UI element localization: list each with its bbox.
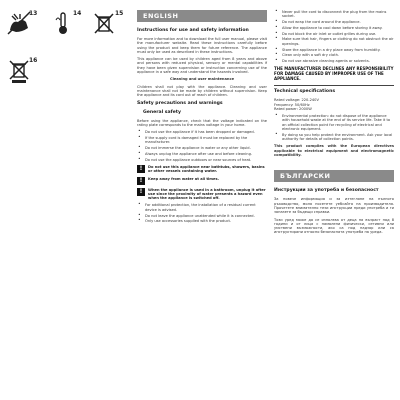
list-item: • Environmental protection: do not dispose of the appliance with household waste at the end of its service life. Take it to an official collection point for recycling of electrical and electronic equipment. (274, 114, 394, 131)
icon-number: 14 (73, 10, 82, 17)
list-item: • Do not use the appliance if it has been dropped or damaged. (137, 130, 267, 134)
warning-text: Keep away from water at all times. (148, 176, 219, 181)
warning-icon: ! (137, 165, 145, 173)
list-item: • Do not leave the appliance unattended while it is connected. (137, 214, 267, 218)
list-item: • Only use accessories supplied with the product. (137, 219, 267, 223)
icon-number: 13 (29, 10, 38, 17)
bulgarian-paragraph: Този уред може да се използва от деца на възраст над 8 години и от лица с намалени физически, сетивни или умствени възможности, ако са под надзор или са инструктирани относно безопасната употреба на уреда. (274, 217, 394, 235)
english-subheading: General safety (143, 109, 181, 115)
spec-line: Rated voltage: 220-240V (274, 98, 319, 103)
spec-line: Frequency: 50/60Hz (274, 102, 310, 107)
list-item: • Do not block the air inlet or outlet grilles during use. (274, 32, 394, 36)
list-item: • For additional protection, the installation of a residual current device is advised. (137, 203, 267, 212)
warning-row (137, 177, 267, 185)
list-item: • Make sure that hair, fingers or clothing do not obstruct the air openings. (274, 37, 394, 46)
crossed-bin-icon (91, 10, 117, 36)
list-item: • Always unplug the appliance after use and before cleaning. (137, 152, 267, 156)
english-heading: Instructions for use and safety information (137, 28, 249, 33)
list-item: • Allow the appliance to cool down before storing it away. (274, 26, 394, 30)
compliance-paragraph: This product complies with the European directives applicable to electrical equipment and electromagnetic compatibility. (274, 144, 394, 158)
environment-list (274, 114, 394, 141)
list-item: • Store the appliance in a dry place away from humidity. (274, 48, 394, 52)
disclaimer-block: THE MANUFACTURER DECLINES ANY RESPONSIBILITY FOR DAMAGE CAUSED BY IMPROPER USE OF THE APPLIANCE. (274, 66, 394, 81)
english-list (137, 130, 267, 162)
list-item: • If the supply cord is damaged it must be replaced by the manufacturer. (137, 136, 267, 145)
list-item: • By doing so you help protect the environment. Ask your local authority for details of collection points. (274, 133, 394, 142)
warning-text: When the appliance is used in a bathroom, unplug it after use since the proximity of water presents a hazard even when the appliance is switched off. (148, 187, 266, 201)
warning-icon: ! (137, 188, 145, 196)
list-item: • Never pull the cord to disconnect the plug from the mains socket. (274, 10, 394, 19)
section-title-english: ENGLISH (137, 10, 267, 22)
english-center-note: Cleaning and user maintenance (169, 77, 235, 82)
warning-icon: ! (137, 177, 145, 185)
english-paragraph: Children shall not play with the appliance. Cleaning and user maintenance shall not be made by children without supervision. Keep the appliance and its cord out of reach of children. (137, 84, 267, 98)
spec-line: Rated power: 2000W (274, 106, 312, 111)
warning-row (137, 188, 267, 201)
bulgarian-heading: Инструкции за употреба и безопасност (274, 188, 379, 194)
spec-title: Technical specifications (274, 89, 336, 95)
list-item: • Do not use abrasive cleaning agents or solvents. (274, 59, 394, 63)
safety-list (274, 10, 394, 63)
bulgarian-paragraph: За повече информация и за изтегляне на пълното ръководство, моля посетете уебсайта на производителя. Прочетете внимателно тези инструкции преди употреба и ги запазете за бъдещи справки. (274, 197, 394, 215)
right-column (274, 10, 394, 238)
list-item: • Do not wrap the cord around the appliance. (274, 20, 394, 24)
list-item: • Do not immerse the appliance in water or any other liquid. (137, 146, 267, 150)
warning-row (137, 165, 267, 174)
english-subheading: Safety precautions and warnings (137, 100, 223, 106)
english-paragraph: For more information and to download the full user manual, please visit the manufacturer website. Read these instructions carefully before using the product and keep them for future reference. The appliance must only be used as described in these instructions. (137, 37, 267, 54)
icon-number: 15 (115, 10, 124, 17)
english-paragraph: Before using the appliance, check that the voltage indicated on the rating plate corresponds to the mains voltage in your home. (137, 118, 267, 127)
divider (274, 85, 394, 86)
english-section (137, 10, 267, 227)
list-item: • Do not use the appliance outdoors or near sources of heat. (137, 158, 267, 162)
english-paragraph: This appliance can be used by children aged from 8 years and above and persons with reduced physical, sensory or mental capabilities if they have been given supervision or instruction concerning use of the appliance in a safe way and understand the hazards involved. (137, 57, 267, 75)
section-title-bulgarian: БЪЛГАРСКИ (274, 170, 394, 182)
english-list (137, 203, 267, 223)
warning-text: Do not use this appliance near bathtubs, showers, basins or other vessels containing water. (148, 164, 265, 174)
list-item: • Clean only with a soft dry cloth. (274, 53, 394, 57)
icon-number: 16 (29, 57, 38, 64)
